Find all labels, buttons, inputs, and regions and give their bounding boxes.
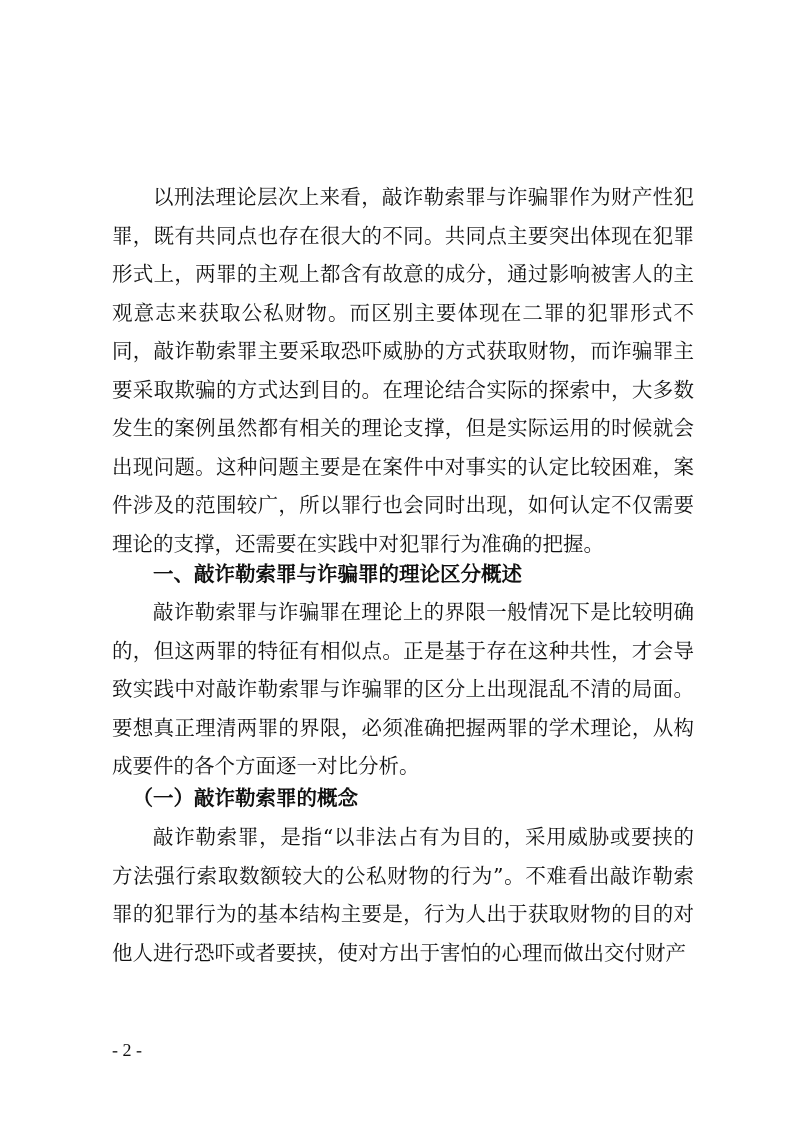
section-heading-1: 一、敲诈勒索罪与诈骗罪的理论区分概述: [153, 562, 522, 586]
subsection-heading-1: （一）敲诈勒索罪的概念: [132, 786, 358, 810]
paragraph-overview: 敲诈勒索罪与诈骗罪在理论上的界限一般情况下是比较明确的，但这两罪的特征有相似点。正是基于存在这种共性，才会导致实践中对敲诈勒索罪与诈骗罪的区分上出现混乱不清的局面。要想真正理清两罪的界限，必须准确把握两罪的学术理论，从构成要件的各个方面逐一对比分析。: [112, 600, 694, 778]
paragraph-intro: 以刑法理论层次上来看，敲诈勒索罪与诈骗罪作为财产性犯罪，既有共同点也存在很大的不同。共同点主要突出体现在犯罪形式上，两罪的主观上都含有故意的成分，通过影响被害人的主观意志来获取公私财物。而区别主要体现在二罪的犯罪形式不同，敲诈勒索罪主要采取恐吓威胁的方式获取财物，而诈骗罪主要采取欺骗的方式达到目的。在理论结合实际的探索中，大多数发生的案例虽然都有相关的理论支撑，但是实际运用的时候就会出现问题。这种问题主要是在案件中对事实的认定比较困难，案件涉及的范围较广，所以罪行也会同时出现，如何认定不仅需要理论的支撑，还需要在实践中对犯罪行为准确的把握。: [112, 185, 694, 556]
paragraph-concept: 敲诈勒索罪，是指“以非法占有为目的，采用威胁或要挟的方法强行索取数额较大的公私财物的行为”。不难看出敲诈勒索罪的犯罪行为的基本结构主要是，行为人出于获取财物的目的对他人进行恐吓或者要挟，使对方出于害怕的心理而做出交付财产: [112, 825, 694, 965]
page-number: - 2 -: [112, 1040, 142, 1060]
